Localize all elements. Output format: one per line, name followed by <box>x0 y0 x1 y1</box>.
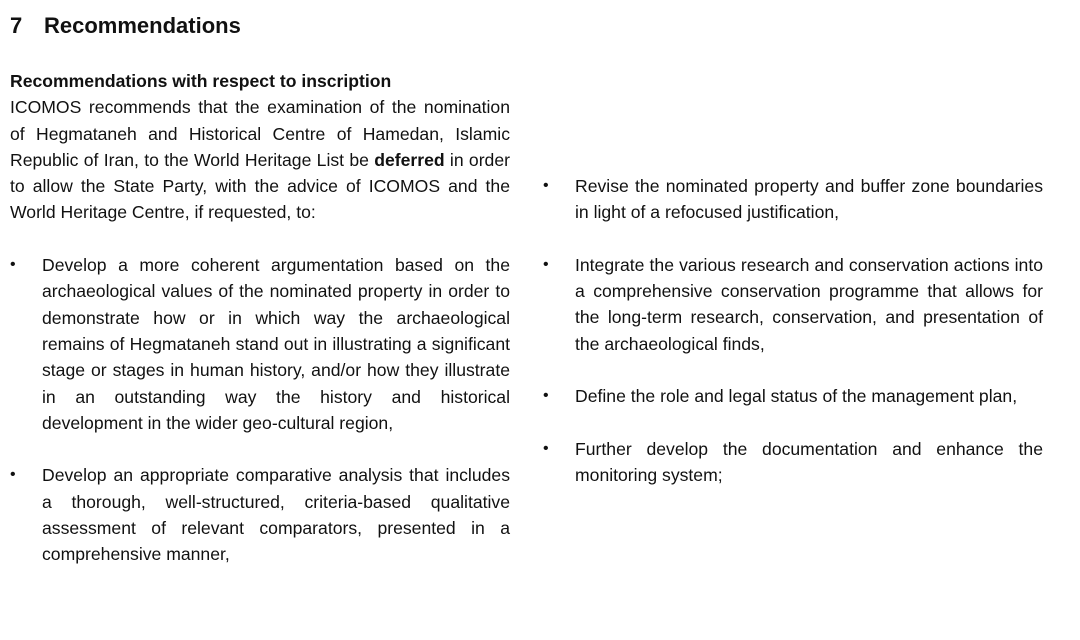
bullet-icon: • <box>543 387 549 405</box>
recommendation-text: Develop a more coherent argumentation based on the archaeological values of the nominated property in order to demonstrate how or in which way the archaeological remains of Hegmataneh stand out in illustrating a significant stage or stages in human history, and/or how they illustrate in an outstanding way the history and historical development in the wider geo-cultural region, <box>42 255 510 433</box>
recommendation-text: Develop an appropriate comparative analysis that includes a thorough, well-structured, criteria-based qualitative assessment of relevant comparators, presented in a comprehensive manner, <box>42 465 510 565</box>
section-heading <box>10 12 241 40</box>
bullet-icon: • <box>543 177 549 194</box>
subsection-heading: Recommendations with respect to inscription <box>10 71 392 91</box>
intro-paragraph <box>10 94 510 225</box>
right-column <box>543 173 1043 489</box>
recommendation-list-right <box>543 173 1043 489</box>
intro-text-start: ICOMOS recommends that the examination of the nomination of Hegmataneh and Historical Centre of Hamedan, Islamic Republic of Iran, to the World Heritage List be <box>10 97 510 170</box>
bullet-icon: • <box>543 439 549 457</box>
recommendation-list-left <box>10 252 510 568</box>
recommendation-item <box>543 383 1043 409</box>
section-number: 7 <box>10 13 23 38</box>
recommendation-item <box>543 173 1043 226</box>
bullet-icon: • <box>10 256 16 274</box>
section-title: Recommendations <box>44 13 241 38</box>
recommendation-item <box>10 252 510 436</box>
recommendation-text: Define the role and legal status of the management plan, <box>575 386 1018 407</box>
bullet-icon: • <box>543 255 549 273</box>
recommendation-text: Integrate the various research and conservation actions into a comprehensive conservation programme that allows for the long-term research, conservation, and presentation of the archaeological finds, <box>575 254 1043 354</box>
bullet-icon: • <box>10 466 16 484</box>
left-column <box>10 68 510 568</box>
intro-text-end: in order to allow the State Party, with the advice of ICOMOS and the World Heritage Centre, if requested, to: <box>10 149 510 223</box>
recommendation-text: Further develop the documentation and enhance the monitoring system; <box>575 438 1043 486</box>
recommendation-item <box>10 462 510 567</box>
intro-emphasis: deferred <box>374 149 445 170</box>
recommendation-text: Revise the nominated property and buffer zone boundaries in light of a refocused justification, <box>575 176 1043 223</box>
recommendation-item <box>543 252 1043 357</box>
recommendation-item <box>543 436 1043 489</box>
